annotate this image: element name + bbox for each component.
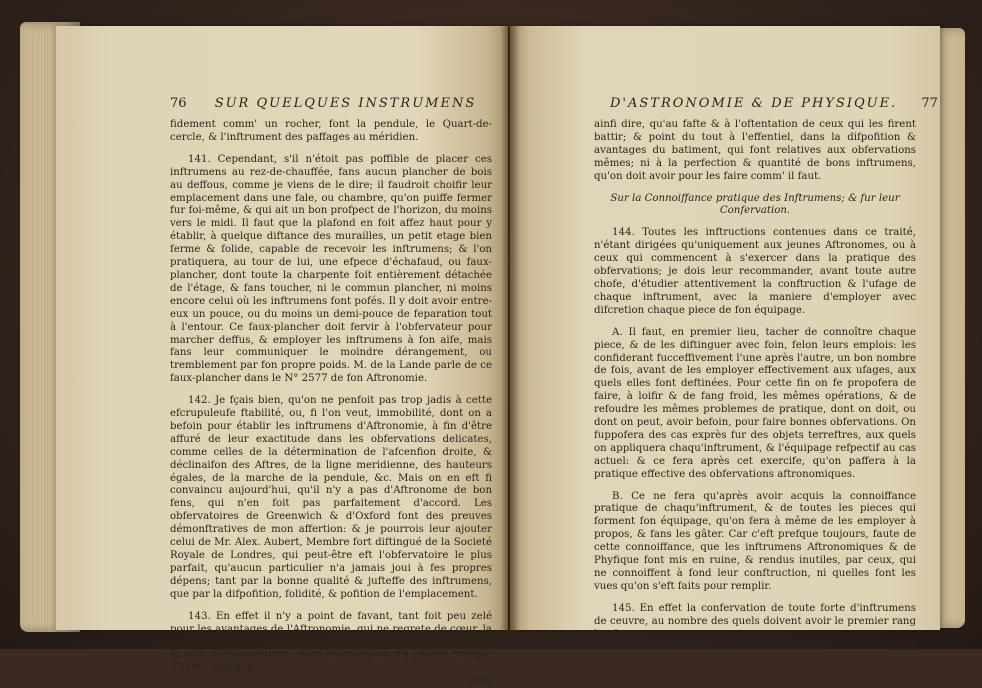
right-running-head	[610, 96, 938, 111]
left-page-number: 76	[170, 96, 187, 111]
right-running-title: D'ASTRONOMIE & DE PHYSIQUE.	[610, 96, 898, 111]
paragraph: 145. En effet la confervation de toute forte d'inftrumens de ceuvre, au nombre des quels doivent avoir le premier rang les Qua-	[594, 602, 916, 640]
right-text-block	[594, 119, 916, 654]
catchword: drans	[886, 641, 916, 653]
left-running-head	[170, 96, 476, 111]
paragraph: B. Ce ne fera qu'après avoir acquis la connoiffance pratique de chaqu'inftrument, & de toutes les pieces qui forment fon équipage, qu'on fera à même de les employer à propos, & fans les gâter. Car c'eft prefque toujours, faute de cette connoiffance, que les inftrumens Aftronomiques & de Phyfique font mis en ruine, & rendus inutiles, par ceux, qui ne connoiffent à fond leur conftruction, ni quelles font les vues qu'on s'eft faits pour remplir.	[594, 490, 916, 592]
paragraph: 144. Toutes les inftructions contenues dans ce traité, n'étant dirigées qu'uniquement aux jeunes Aftronomes, ou à ceux qui commencent à s'exercer dans la pratique des obfervations; je dois leur recommander, avant toute autre chofe, d'étudier attentivement la conftruction & l'ufage de chaque inftrument, avec la maniere d'employer avec difcretion chaque piece de fon équipage.	[594, 227, 916, 316]
paragraph: ainfi dire, qu'au fafte & à l'oftentation de ceux qui les firent battir; & point du tout à l'effentiel, dans la difpofition & avantages du batiment, qui font relatives aux obfervations mêmes; ni à la perfection & quantité de bons inftrumens, qu'on doit avoir pour les faire comm' il faut.	[594, 119, 916, 182]
paragraph: A. Il faut, en premier lieu, tacher de connoître chaque piece, & de les diftinguer avec foin, felon leurs emplois: les confiderant fucceffivement l'une après l'autre, un bon nombre de fois, avant de les employer effectivement aux ufages, aux quels elles font deftinées. Pour cette fin on fe propofera de faire, à loifir & de fang froid, les mêmes opérations, & de refoudre les mêmes problemes de pratique, dont on doit, ou dont on peut, avoir befoin, pour faire bonnes obfervations. On fuppofera des cas exprès fur des objets terreftres, aux quels on appliquera chaqu'inftrument, & l'équipage refpectif au cas actuel: & ce fera après cet exercife, qu'on paffera à la pratique effective des obfervations aftronomiques.	[594, 326, 916, 480]
catchword: ainfi	[469, 675, 492, 687]
section-title: Sur la Connoiffance pratique des Inftrumens; & fur leur Confervation.	[610, 192, 900, 217]
paragraph: 143. En effet il n'y a point de favant, tant foit peu zelé pour les avantages de l'Aftronomie, qui ne regrete de cœur, la grande dépenfe qu'on a fait avec des batimens fuperbes, fous le nom d'Obfervatoires, dans les quels on n'a pas en prefque d'autre égard, pour	[170, 610, 492, 674]
left-page	[56, 26, 508, 687]
left-text-block	[170, 119, 492, 688]
paragraph: 142. Je fçais bien, qu'on ne penfoit pas trop jadis à cette efcrupuleufe ftabilité, ou, fi l'on veut, immobilité, dont on a befoin pour établir les inftrumens d'Aftronomie, à fin d'être affuré de leur exactitude dans les obfervations delicates, comme celles de la détermination de l'afcenfion droite, & déclinaifon des Aftres, de la ligne meridienne, des hauteurs égales, de la marche de la pendule, &c. Mais on en eft fi convaincu aujourd'hui, qu'il n'y a pas d'Aftronome de bon fens, qui n'en foit pas parfaitement d'accord. Les obfervatoires de Greenwich & d'Oxford font des preuves démonftratives de mon affertion: & je pourrois leur ajouter celui de Mr. Alex. Aubert, Membre fort diftingué de la Societé Royale de Londres, qui peut-être eft l'obfervatoire le plus parfait, qu'aucun particulier n'a jamais joui à fes propres dépens; tant par la bonne qualité & jufteffe des inftrumens, que par la difpofition, folidité, & pofition de l'emplacement.	[170, 395, 492, 600]
left-running-title: SUR QUELQUES INSTRUMENS	[214, 96, 477, 111]
paragraph: fidement comm' un rocher, font la pendule, le Quart-de-cercle, & l'inftrument des paffages au méridien.	[170, 119, 492, 143]
right-page	[510, 26, 940, 653]
right-page-number: 77	[921, 96, 938, 111]
paragraph: 141. Cependant, s'il n'étoit pas poffible de placer ces inftrumens au rez-de-chauffée, fans aucun plancher de bois au deffous, comme je viens de le dire; il faudroit choifir leur emplacement dans une fale, ou chambre, qu'on puiffe fermer fur foi-même, & qui ait un bon profpect de l'horizon, du moins vers le midi. Il faut que la plafond en foit affez haut pour y établir, à quelque diftance des murailles, un petit etage bien ferme & folide, capable de recevoir les inftrumens; & l'on pratiquera, au tour de lui, une efpece d'échafaud, ou faux-plancher, dont toute la charpente foit entièrement détachée de l'étage, & fans toucher, ni le commun plancher, ni moins encore celui où les inftrumens font pofés. Il y doit avoir entre-eux un pouce, ou du moins un demi-pouce de feparation tout à l'entour. Ce faux-plancher doit fervir à l'obfervateur pour marcher deffus, & employer les inftrumens à fon aife, mais fans leur communiquer le moindre dérangement, ou tremblement par fon propre poids. M. de la Lande parle de ce faux-plancher dans le N° 2577 de fon Aftronomie.	[170, 153, 492, 385]
book-gutter	[500, 20, 520, 632]
